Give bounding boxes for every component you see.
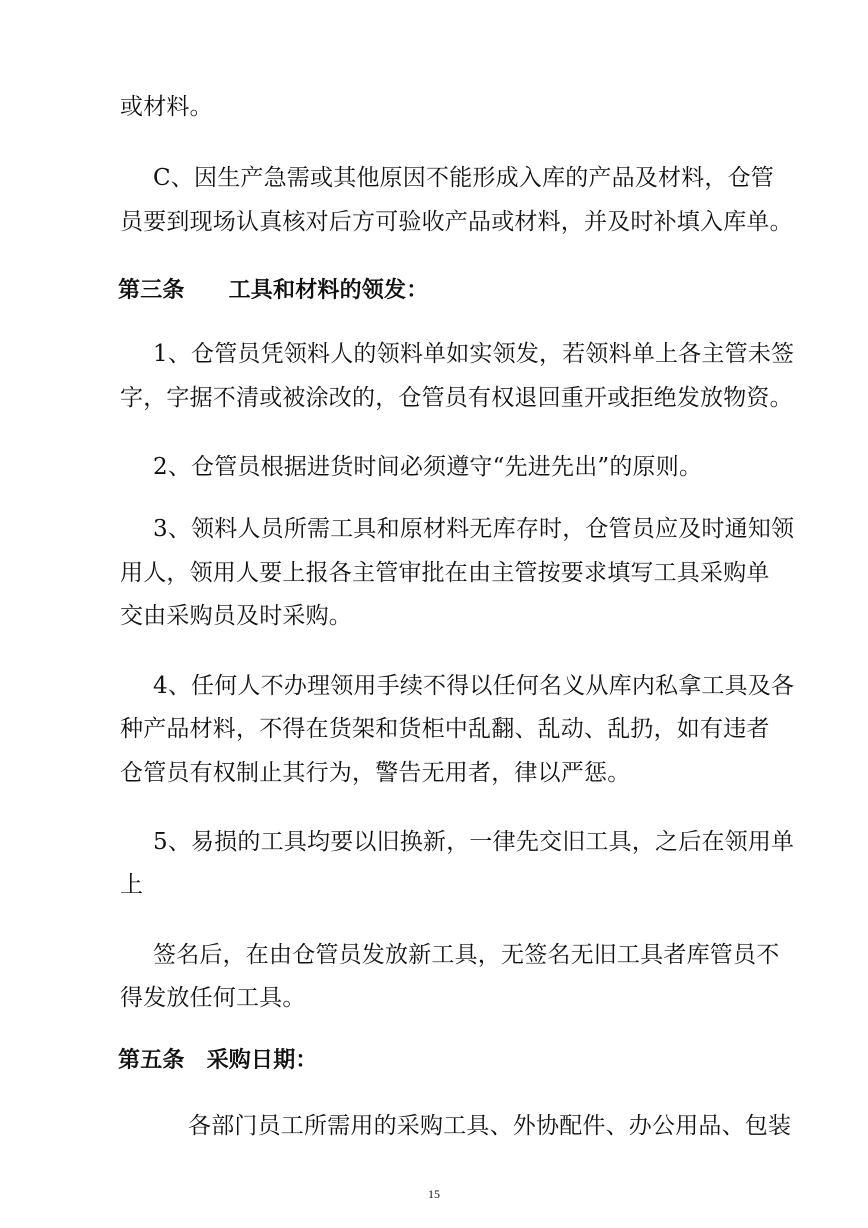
text-line: 上 [120, 872, 144, 898]
text-line: 员要到现场认真核对后方可验收产品或材料，并及时补填入库单。 [120, 209, 793, 235]
text-line: 种产品材料，不得在货架和货柜中乱翻、乱动、乱扔，如有违者 [120, 716, 770, 742]
article-heading [0, 1046, 868, 1076]
text-line: 签名后，在由仓管员发放新工具，无签名无旧工具者库管员不 [153, 942, 780, 968]
text-line: 1、仓管员凭领料人的领料单如实领发，若领料单上各主管未签 [153, 341, 795, 367]
article-number: 第三条 [118, 278, 185, 303]
article-heading [0, 276, 868, 306]
text-line: C、因生产急需或其他原因不能形成入库的产品及材料，仓管 [153, 165, 774, 191]
text-line: 2、仓管员根据进货时间必须遵守“先进先出”的原则。 [153, 454, 703, 480]
text-line: 用人，领用人要上报各主管审批在由主管按要求填写工具采购单 [120, 560, 770, 586]
article-title: 采购日期： [206, 1048, 318, 1073]
text-line: 3、领料人员所需工具和原材料无库存时，仓管员应及时通知领 [153, 516, 795, 542]
text-line: 各部门员工所需用的采购工具、外协配件、办公用品、包装 [188, 1113, 792, 1139]
text-line: 交由采购员及时采购。 [120, 603, 352, 629]
text-line: 或材料。 [120, 94, 213, 120]
text-line: 字，字据不清或被涂改的，仓管员有权退回重开或拒绝发放物资。 [120, 385, 793, 411]
article-title: 工具和材料的领发： [228, 278, 429, 303]
text-line: 5、易损的工具均要以旧换新，一律先交旧工具，之后在领用单 [153, 829, 795, 855]
page-number: 15 [428, 1187, 440, 1201]
text-line: 得发放任何工具。 [120, 985, 306, 1011]
text-line: 仓管员有权制止其行为，警告无用者，律以严惩。 [120, 760, 631, 786]
article-number: 第五条 [118, 1048, 185, 1073]
text-line: 4、任何人不办理领用手续不得以任何名义从库内私拿工具及各 [153, 673, 795, 699]
